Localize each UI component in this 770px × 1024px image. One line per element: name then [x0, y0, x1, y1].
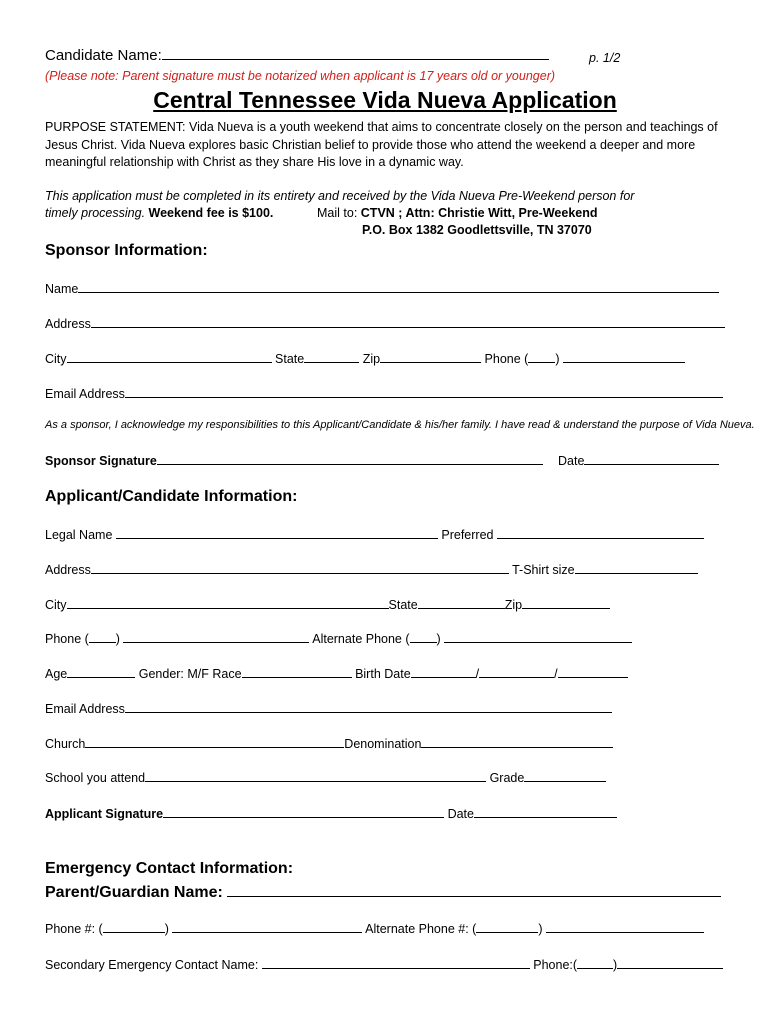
secondary-phone-area-field[interactable]: [577, 956, 613, 969]
age-label: Age: [45, 667, 68, 681]
notarize-notice: (Please note: Parent signature must be notarized when applicant is 17 years old or younger): [45, 69, 556, 83]
secondary-contact-field[interactable]: [262, 956, 530, 969]
emergency-phone-row: [45, 920, 704, 936]
applicant-heading: Applicant/Candidate Information:: [45, 488, 298, 505]
sponsor-name-row: [45, 280, 719, 296]
mail-to-line1: [317, 206, 598, 220]
processing-text: timely processing.: [45, 206, 146, 220]
mail-address-line1: CTVN ; Attn: Christie Witt, Pre-Weekend: [360, 206, 598, 220]
sponsor-signature-field[interactable]: [157, 452, 543, 465]
sponsor-date-row: [558, 452, 719, 468]
school-field[interactable]: [145, 769, 486, 782]
sponsor-heading: Sponsor Information:: [45, 242, 208, 259]
tshirt-field[interactable]: [575, 561, 698, 574]
emergency-phone-label: Phone #: (: [45, 922, 103, 936]
candidate-name-row: [45, 47, 549, 64]
applicant-address-row: [45, 561, 698, 577]
weekend-fee: Weekend fee is $100.: [148, 206, 274, 220]
applicant-phone-row: [45, 630, 632, 646]
applicant-signature-label: Applicant Signature: [45, 807, 164, 821]
applicant-zip-field[interactable]: [522, 596, 610, 609]
birth-slash-1: /: [475, 667, 480, 681]
sponsor-signature-label: Sponsor Signature: [45, 454, 157, 468]
race-label: Race: [212, 667, 242, 681]
guardian-name-label: Parent/Guardian Name:: [45, 884, 223, 901]
sponsor-address-row: [45, 315, 725, 331]
sponsor-email-label: Email Address: [45, 387, 125, 401]
preferred-label: Preferred: [441, 528, 494, 542]
sponsor-acknowledgement: As a sponsor, I acknowledge my responsibilities to this Applicant/Candidate & his/her family. I have read & understand the purpose of Vida Nueva.: [45, 419, 755, 431]
guardian-name-row: [45, 882, 721, 902]
sponsor-state-field[interactable]: [304, 350, 359, 363]
secondary-phone-close: ): [613, 958, 618, 972]
applicant-address-field[interactable]: [91, 561, 509, 574]
school-label: School you attend: [45, 771, 146, 785]
alt-phone-area-field[interactable]: [410, 630, 437, 643]
applicant-date-label: Date: [447, 807, 474, 821]
age-field[interactable]: [67, 665, 135, 678]
emergency-phone-field[interactable]: [172, 920, 362, 933]
applicant-name-row: [45, 526, 704, 542]
birth-year-field[interactable]: [558, 665, 628, 678]
applicant-city-label: City: [45, 598, 67, 612]
church-field[interactable]: [85, 735, 344, 748]
church-label: Church: [45, 737, 86, 751]
guardian-name-field[interactable]: [227, 882, 721, 897]
applicant-email-label: Email Address: [45, 702, 125, 716]
page-number: p. 1/2: [589, 51, 621, 65]
applicant-email-field[interactable]: [125, 700, 612, 713]
applicant-phone-field[interactable]: [123, 630, 309, 643]
applicant-city-row: [45, 596, 610, 612]
legal-name-label: Legal Name: [45, 528, 113, 542]
sponsor-phone-field[interactable]: [563, 350, 685, 363]
alt-phone-field[interactable]: [444, 630, 632, 643]
applicant-state-label: State: [388, 598, 418, 612]
emergency-alt-phone-close: ): [538, 922, 543, 936]
emergency-phone-close: ): [164, 922, 169, 936]
sponsor-city-label: City: [45, 352, 67, 366]
secondary-contact-label: Secondary Emergency Contact Name:: [45, 958, 259, 972]
secondary-contact-row: [45, 956, 723, 972]
applicant-demographics-row: [45, 665, 628, 681]
applicant-email-row: [45, 700, 612, 716]
sponsor-date-field[interactable]: [584, 452, 719, 465]
applicant-zip-label: Zip: [504, 598, 523, 612]
alt-phone-close: ): [436, 632, 441, 646]
emergency-alt-phone-field[interactable]: [546, 920, 704, 933]
candidate-name-label: Candidate Name:: [45, 47, 162, 64]
preferred-field[interactable]: [497, 526, 704, 539]
sponsor-name-field[interactable]: [78, 280, 719, 293]
applicant-phone-close: ): [115, 632, 120, 646]
grade-field[interactable]: [524, 769, 606, 782]
birth-month-field[interactable]: [411, 665, 476, 678]
sponsor-phone-area-field[interactable]: [528, 350, 555, 363]
applicant-state-field[interactable]: [418, 596, 505, 609]
sponsor-zip-label: Zip: [362, 352, 381, 366]
applicant-signature-field[interactable]: [163, 805, 444, 818]
purpose-statement: PURPOSE STATEMENT: Vida Nueva is a youth weekend that aims to concentrate closely on the person and teachings of Jesus Christ. Vida Nueva explores basic Christian belief to provide those who attend the weekend a deeper and more meaningful relationship with Christ as they share His love in a dynamic way.: [45, 120, 718, 169]
sponsor-state-label: State: [275, 352, 305, 366]
denomination-field[interactable]: [421, 735, 613, 748]
applicant-signature-row: [45, 805, 617, 821]
sponsor-city-field[interactable]: [67, 350, 272, 363]
grade-label: Grade: [489, 771, 525, 785]
race-field[interactable]: [242, 665, 352, 678]
applicant-phone-label: Phone (: [45, 632, 89, 646]
mail-to-label: Mail to:: [317, 206, 358, 220]
applicant-church-row: [45, 735, 613, 751]
gender-label: Gender: M/F: [138, 667, 209, 681]
birth-slash-2: /: [554, 667, 558, 681]
emergency-phone-area-field[interactable]: [103, 920, 165, 933]
applicant-date-field[interactable]: [474, 805, 617, 818]
legal-name-field[interactable]: [116, 526, 438, 539]
candidate-name-field[interactable]: [162, 47, 549, 60]
instructions-line2: [45, 206, 273, 220]
applicant-phone-area-field[interactable]: [89, 630, 116, 643]
sponsor-signature-row: [45, 452, 543, 468]
applicant-city-field[interactable]: [67, 596, 389, 609]
sponsor-city-row: [45, 350, 685, 366]
birth-day-field[interactable]: [479, 665, 554, 678]
sponsor-name-label: Name: [45, 282, 79, 296]
birth-date-label: Birth Date: [355, 667, 411, 681]
sponsor-zip-field[interactable]: [380, 350, 481, 363]
denomination-label: Denomination: [344, 737, 422, 751]
mail-address-line2: P.O. Box 1382 Goodlettsville, TN 37070: [362, 223, 592, 237]
sponsor-email-field[interactable]: [125, 385, 723, 398]
sponsor-address-field[interactable]: [91, 315, 725, 328]
applicant-address-label: Address: [45, 563, 91, 577]
sponsor-date-label: Date: [558, 454, 585, 468]
instructions-line1: This application must be completed in its entirety and received by the Vida Nueva Pre-Weekend person for: [45, 189, 635, 203]
alt-phone-label: Alternate Phone (: [312, 632, 410, 646]
secondary-phone-label: Phone:(: [533, 958, 578, 972]
secondary-phone-field[interactable]: [617, 956, 723, 969]
page-title: Central Tennessee Vida Nueva Application: [153, 87, 617, 113]
applicant-school-row: [45, 769, 606, 785]
sponsor-phone-close: ): [555, 352, 560, 366]
sponsor-phone-label: Phone (: [484, 352, 529, 366]
sponsor-email-row: [45, 385, 723, 401]
sponsor-address-label: Address: [45, 317, 91, 331]
tshirt-label: T-Shirt size: [512, 563, 575, 577]
emergency-heading: Emergency Contact Information:: [45, 860, 294, 877]
emergency-alt-phone-area-field[interactable]: [476, 920, 538, 933]
emergency-alt-phone-label: Alternate Phone #: (: [365, 922, 477, 936]
